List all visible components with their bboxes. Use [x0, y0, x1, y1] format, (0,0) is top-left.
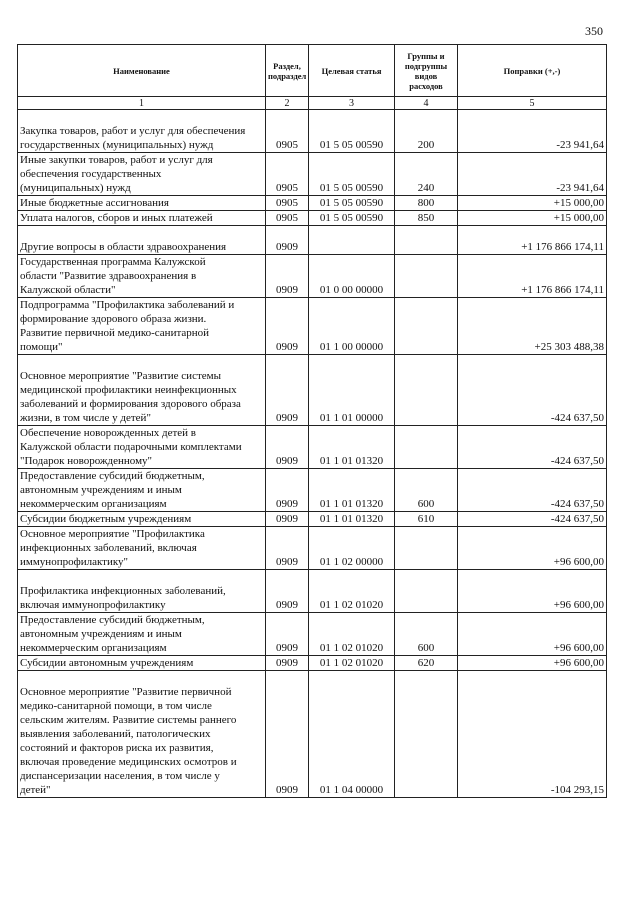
row-name-cell: Основное мероприятие "Развитие системы медицинской профилактики неинфекционных заболеваний и формирования здорового образа жизни, в том числе у детей"	[18, 355, 266, 426]
table-row	[18, 570, 607, 613]
row-section-cell: 0909	[266, 226, 309, 255]
row-group-cell: 620	[395, 656, 458, 671]
table-row	[18, 196, 607, 211]
row-target-cell	[309, 226, 395, 255]
row-target-cell: 01 1 01 01320	[309, 469, 395, 512]
row-target-cell: 01 0 00 00000	[309, 255, 395, 298]
row-group-cell	[395, 255, 458, 298]
table-row	[18, 153, 607, 196]
row-name-cell: Другие вопросы в области здравоохранения	[18, 226, 266, 255]
row-group-cell	[395, 527, 458, 570]
row-group-cell	[395, 355, 458, 426]
row-amount-cell: +96 600,00	[458, 656, 607, 671]
table-row	[18, 656, 607, 671]
table-row	[18, 613, 607, 656]
row-target-cell: 01 5 05 00590	[309, 153, 395, 196]
row-target-cell: 01 1 02 01020	[309, 613, 395, 656]
row-target-cell: 01 1 02 01020	[309, 656, 395, 671]
row-name-cell: Обеспечение новорожденных детей в Калужской области подарочными комплектами "Подарок новорожденному"	[18, 426, 266, 469]
header-row	[18, 45, 607, 97]
row-amount-cell: +96 600,00	[458, 527, 607, 570]
row-section-cell: 0909	[266, 426, 309, 469]
row-group-cell: 800	[395, 196, 458, 211]
row-name-cell: Государственная программа Калужской области "Развитие здравоохранения в Калужской области"	[18, 255, 266, 298]
row-amount-cell: +15 000,00	[458, 196, 607, 211]
row-target-cell: 01 1 00 00000	[309, 298, 395, 355]
row-section-cell: 0909	[266, 527, 309, 570]
row-section-cell: 0909	[266, 355, 309, 426]
row-section-cell: 0909	[266, 671, 309, 798]
row-amount-cell: -104 293,15	[458, 671, 607, 798]
row-amount-cell: -424 637,50	[458, 512, 607, 527]
row-target-cell: 01 1 02 01020	[309, 570, 395, 613]
row-name-cell: Закупка товаров, работ и услуг для обеспечения государственных (муниципальных) нужд	[18, 110, 266, 153]
row-section-cell: 0909	[266, 613, 309, 656]
row-name-cell: Основное мероприятие "Профилактика инфекционных заболеваний, включая иммунопрофилактику"	[18, 527, 266, 570]
row-amount-cell: +15 000,00	[458, 211, 607, 226]
budget-amendments-table	[17, 44, 607, 798]
page-number: 350	[585, 24, 603, 38]
row-name-cell: Предоставление субсидий бюджетным, автономным учреждениям и иным некоммерческим организациям	[18, 469, 266, 512]
header-section: Раздел, подраздел	[266, 45, 309, 97]
row-amount-cell: -23 941,64	[458, 153, 607, 196]
row-target-cell: 01 1 02 00000	[309, 527, 395, 570]
row-section-cell: 0909	[266, 512, 309, 527]
column-number: 2	[266, 97, 309, 110]
row-section-cell: 0905	[266, 196, 309, 211]
row-section-cell: 0909	[266, 570, 309, 613]
row-name-cell: Профилактика инфекционных заболеваний, включая иммунопрофилактику	[18, 570, 266, 613]
row-group-cell: 600	[395, 469, 458, 512]
row-group-cell: 200	[395, 110, 458, 153]
row-group-cell: 850	[395, 211, 458, 226]
row-name-cell: Субсидии бюджетным учреждениям	[18, 512, 266, 527]
row-group-cell	[395, 671, 458, 798]
row-section-cell: 0905	[266, 211, 309, 226]
row-target-cell: 01 1 01 00000	[309, 355, 395, 426]
row-section-cell: 0909	[266, 469, 309, 512]
row-name-cell: Уплата налогов, сборов и иных платежей	[18, 211, 266, 226]
row-amount-cell: +25 303 488,38	[458, 298, 607, 355]
column-number-row	[18, 97, 607, 110]
table-body	[18, 110, 607, 798]
table-row	[18, 426, 607, 469]
table-row	[18, 527, 607, 570]
row-section-cell: 0905	[266, 153, 309, 196]
row-name-cell: Подпрограмма "Профилактика заболеваний и формирование здорового образа жизни. Развитие первичной медико-санитарной помощи"	[18, 298, 266, 355]
row-group-cell	[395, 570, 458, 613]
table-row	[18, 226, 607, 255]
row-group-cell: 610	[395, 512, 458, 527]
table-row	[18, 255, 607, 298]
row-amount-cell: +1 176 866 174,11	[458, 226, 607, 255]
row-group-cell	[395, 298, 458, 355]
row-amount-cell: +96 600,00	[458, 570, 607, 613]
column-number: 4	[395, 97, 458, 110]
row-target-cell: 01 1 01 01320	[309, 512, 395, 527]
row-amount-cell: +1 176 866 174,11	[458, 255, 607, 298]
row-section-cell: 0909	[266, 298, 309, 355]
row-section-cell: 0905	[266, 110, 309, 153]
table-row	[18, 298, 607, 355]
header-groups: Группы и подгруппы видов расходов	[395, 45, 458, 97]
row-name-cell: Предоставление субсидий бюджетным, автономным учреждениям и иным некоммерческим организациям	[18, 613, 266, 656]
table-row	[18, 512, 607, 527]
row-target-cell: 01 1 01 01320	[309, 426, 395, 469]
column-number: 3	[309, 97, 395, 110]
row-group-cell	[395, 226, 458, 255]
column-number: 1	[18, 97, 266, 110]
row-target-cell: 01 5 05 00590	[309, 196, 395, 211]
header-name: Наименование	[18, 45, 266, 97]
row-target-cell: 01 1 04 00000	[309, 671, 395, 798]
row-group-cell	[395, 426, 458, 469]
row-section-cell: 0909	[266, 656, 309, 671]
table-row	[18, 110, 607, 153]
table-row	[18, 671, 607, 798]
row-group-cell: 240	[395, 153, 458, 196]
row-section-cell: 0909	[266, 255, 309, 298]
row-name-cell: Иные бюджетные ассигнования	[18, 196, 266, 211]
row-amount-cell: +96 600,00	[458, 613, 607, 656]
table-row	[18, 211, 607, 226]
row-group-cell: 600	[395, 613, 458, 656]
table-row	[18, 355, 607, 426]
row-amount-cell: -23 941,64	[458, 110, 607, 153]
column-number: 5	[458, 97, 607, 110]
row-name-cell: Основное мероприятие "Развитие первичной медико-санитарной помощи, в том числе сельским жителям. Развитие системы раннего выявления заболеваний, патологических состояний и факторов риска их развития, включая проведение медицинских осмотров и диспансеризации населения, в том числе у детей"	[18, 671, 266, 798]
table-row	[18, 469, 607, 512]
header-amendments: Поправки (+,-)	[458, 45, 607, 97]
row-amount-cell: -424 637,50	[458, 469, 607, 512]
row-name-cell: Субсидии автономным учреждениям	[18, 656, 266, 671]
row-name-cell: Иные закупки товаров, работ и услуг для обеспечения государственных (муниципальных) нужд	[18, 153, 266, 196]
row-amount-cell: -424 637,50	[458, 426, 607, 469]
row-amount-cell: -424 637,50	[458, 355, 607, 426]
row-target-cell: 01 5 05 00590	[309, 110, 395, 153]
header-target: Целевая статья	[309, 45, 395, 97]
row-target-cell: 01 5 05 00590	[309, 211, 395, 226]
